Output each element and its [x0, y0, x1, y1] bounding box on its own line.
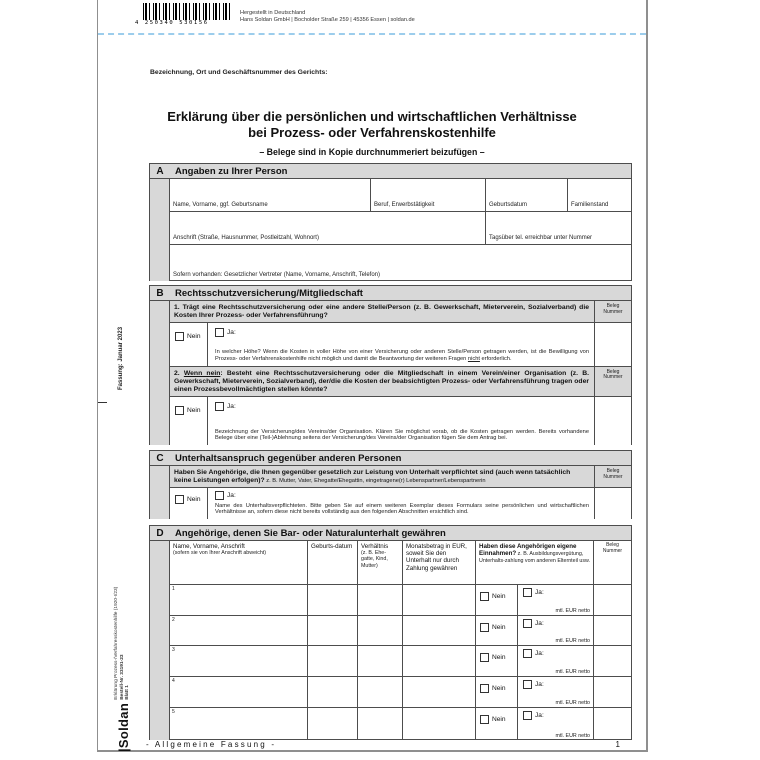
form-page [97, 0, 648, 752]
d-row-2 [170, 616, 631, 647]
court-field-label: Bezeichnung, Ort und Geschäftsnummer des Gerichts: [150, 69, 328, 76]
fold-mark [98, 402, 107, 403]
row-number: 1 [172, 585, 175, 592]
section-a-letter: A [156, 165, 164, 177]
c-question-small: z. B. Mutter, Vater, Ehegatte/Ehegattin, eingetragene(r) Lebenspartner/Lebenspartnerin [264, 478, 486, 485]
c-ja-checkbox[interactable] [215, 491, 224, 500]
d-header-einnahmen-bold: Haben diese Angehörigen eigene Einnahmen? [479, 543, 577, 558]
mtl-eur-netto-label: mtl. EUR netto [555, 669, 590, 676]
form-title-line1: Erklärung über die persönlichen und wirtschaftlichen Verhältnisse [167, 109, 577, 124]
d-row4-nein-cell [476, 677, 518, 707]
d-row3-einnahmen [476, 646, 594, 676]
b-question-2 [170, 367, 631, 397]
d-row1-einnahmen [476, 585, 594, 615]
b-q1-note-underlined: nicht [467, 355, 480, 362]
barcode-bars-icon [143, 3, 232, 20]
input-name-vorname[interactable] [170, 179, 371, 211]
input-gesetzlicher-vertreter[interactable] [170, 245, 631, 281]
b-q1-nein-label: Nein [187, 333, 201, 341]
barcode [135, 3, 232, 26]
form-subtitle: – Belege sind in Kopie durchnummeriert beizufügen – [259, 147, 485, 157]
b-q2-nein-checkbox[interactable] [175, 406, 184, 415]
c-beleg-input[interactable] [594, 488, 631, 519]
d-row2-monat-input[interactable] [403, 616, 476, 646]
margin-form-id-line1: Erklärung Prozess-/Verfahrenskostenhilfe (1920-I/23) [114, 586, 120, 700]
d-row-4 [170, 677, 631, 708]
a-row-2 [170, 212, 631, 245]
c-question-text [170, 466, 594, 487]
d-header-verh-main: Verhältnis [361, 543, 389, 550]
soldan-logo: |Soldan [116, 702, 131, 752]
section-c [149, 450, 632, 519]
section-d-letter: D [156, 527, 164, 539]
beleg-label-2: Nummer [603, 308, 623, 315]
d-header-einnahmen [476, 541, 594, 584]
ja-label: Ja: [535, 619, 544, 627]
b-q2-ja-label: Ja: [227, 402, 236, 410]
section-a-strip [150, 179, 170, 281]
d-row2-ja-cell[interactable] [518, 616, 593, 646]
section-b-title: Rechtsschutzversicherung/Mitgliedschaft [175, 287, 363, 299]
field-label-familienstand: Familienstand [571, 202, 609, 209]
section-b-header [150, 286, 631, 301]
d-row1-name-input[interactable] [170, 585, 308, 615]
d-row5-beleg-input[interactable] [594, 708, 631, 740]
d-row3-geb-input[interactable] [308, 646, 358, 676]
d-row5-ja-cell[interactable] [518, 708, 593, 740]
input-geburtsdatum[interactable] [486, 179, 568, 211]
section-b-letter: B [156, 287, 164, 299]
d-row1-ja-cell[interactable] [518, 585, 593, 615]
row-number: 5 [172, 709, 175, 716]
section-c-header [150, 451, 631, 466]
field-label-vertreter: Sofern vorhanden: Gesetzlicher Vertreter (Name, Vorname, Anschrift, Telefon) [173, 272, 380, 279]
section-a [149, 163, 632, 281]
section-c-title: Unterhaltsanspruch gegenüber anderen Personen [175, 452, 402, 464]
a-row-3 [170, 245, 631, 281]
d-row1-geb-input[interactable] [308, 585, 358, 615]
field-label-anschrift: Anschrift (Straße, Hausnummer, Postleitzahl, Wohnort) [173, 235, 319, 242]
d-header-name-small: (sofern sie von Ihrer Anschrift abweicht) [173, 550, 267, 557]
mtl-eur-netto-label: mtl. EUR netto [555, 638, 590, 645]
d-row3-nein-cell [476, 646, 518, 676]
d-row2-ja-checkbox[interactable] [523, 619, 532, 628]
d-row2-einnahmen [476, 616, 594, 646]
b-q2-underlined: Wenn nein [183, 369, 221, 377]
section-a-title: Angaben zu Ihrer Person [175, 165, 288, 177]
mtl-eur-netto-label: mtl. EUR netto [555, 700, 590, 707]
d-row4-ja-cell[interactable] [518, 677, 593, 707]
b-q2-nein-cell [170, 397, 208, 445]
d-row5-name-input[interactable] [170, 708, 308, 740]
d-row1-nein-cell [476, 585, 518, 615]
nein-label: Nein [492, 685, 506, 693]
section-d-strip [150, 541, 170, 740]
row-number: 3 [172, 647, 175, 654]
field-label-name: Name, Vorname, ggf. Geburtsname [173, 202, 268, 209]
section-d-header [150, 526, 631, 541]
ja-label: Ja: [535, 712, 544, 720]
d-row5-geb-input[interactable] [308, 708, 358, 740]
section-b [149, 285, 632, 445]
b-q1-ja-checkbox[interactable] [215, 328, 224, 337]
section-b-strip [150, 301, 170, 445]
b-question-2-text [170, 367, 594, 396]
d-header-geb-text: Geburts-datum [311, 543, 353, 550]
c-question-bold: Haben Sie Angehörige, die Ihnen gegenüber gesetzlich zur Leistung von Unterhalt verpflichtet sind (auch wenn tatsächlich keine Leistungen erfolgen)? [174, 469, 571, 485]
c-nein-label: Nein [187, 496, 201, 504]
page-number: 1 [615, 740, 620, 749]
b-q2-beleg-input[interactable] [594, 397, 631, 445]
beleg-label-1: Beleg [606, 468, 620, 474]
b-q1-beleg-header [594, 301, 631, 322]
c-ja-label: Ja: [227, 492, 236, 500]
b-q2-ja-checkbox[interactable] [215, 402, 224, 411]
ja-label: Ja: [535, 650, 544, 658]
input-beruf[interactable] [371, 179, 486, 211]
footer-version-text: - Allgemeine Fassung - [146, 740, 277, 749]
d-row5-ja-checkbox[interactable] [523, 711, 532, 720]
c-beleg-header [594, 466, 631, 487]
beleg-label-1: Beleg [606, 368, 620, 375]
b-q1-note [215, 346, 589, 362]
d-header-monatsbetrag [403, 541, 476, 584]
d-row5-nein-checkbox[interactable] [480, 715, 489, 724]
barcode-digits: 4 250340 530156 [135, 20, 209, 26]
d-row5-verh-input[interactable] [358, 708, 403, 740]
b-q1-ja-cell[interactable] [208, 323, 594, 365]
d-row4-monat-input[interactable] [403, 677, 476, 707]
nein-label: Nein [492, 592, 506, 600]
d-header-verhaeltnis [358, 541, 403, 584]
b-q1-beleg-input[interactable] [594, 323, 631, 365]
beleg-label-2: Nummer [603, 374, 623, 381]
d-row-3 [170, 646, 631, 677]
row-number: 4 [172, 678, 175, 685]
mtl-eur-netto-label: mtl. EUR netto [555, 732, 590, 739]
section-d [149, 525, 632, 740]
b-answer-1 [170, 323, 631, 366]
d-row4-ja-checkbox[interactable] [523, 680, 532, 689]
b-question-1-text: 1. Trägt eine Rechtsschutzversicherung oder eine andere Stelle/Person (z. B. Gewerkschaft, Mieterverein, Sozialverband) die Kosten Ihrer Prozess- oder Verfahrensführung? [174, 304, 589, 320]
b-question-1 [170, 301, 631, 323]
ja-label: Ja: [535, 588, 544, 596]
d-column-headers [170, 541, 631, 585]
c-nein-checkbox[interactable] [175, 495, 184, 504]
margin-fassung-text: Fassung: Januar 2023 [118, 326, 124, 390]
c-question [170, 466, 631, 488]
d-row4-name-input[interactable] [170, 677, 308, 707]
d-header-verh-small: (z. B. Ehe-gatte, Kind, Mutter) [361, 550, 388, 569]
d-row3-monat-input[interactable] [403, 646, 476, 676]
c-answer [170, 488, 631, 519]
d-row2-nein-cell [476, 616, 518, 646]
d-row1-beleg-input[interactable] [594, 585, 631, 615]
nein-label: Nein [492, 716, 506, 724]
margin-order-number: Bestell-Nr. 33191-23 [119, 654, 125, 700]
d-row4-einnahmen [476, 677, 594, 707]
d-row5-nein-cell [476, 708, 518, 740]
b-q1-ja-label: Ja: [227, 329, 236, 337]
d-row2-beleg-input[interactable] [594, 616, 631, 646]
d-header-name-main: Name, Vorname, Anschrift [173, 543, 245, 550]
d-row2-nein-checkbox[interactable] [480, 623, 489, 632]
d-row5-einnahmen [476, 708, 594, 740]
field-label-telefon: Tagsüber tel. erreichbar unter Nummer [489, 235, 593, 242]
b-q2-prefix: 2. [174, 369, 184, 377]
margin-form-id [114, 587, 131, 700]
d-row2-name-input[interactable] [170, 616, 308, 646]
row-number: 2 [172, 616, 175, 623]
d-row4-nein-checkbox[interactable] [480, 684, 489, 693]
d-header-beleg [594, 541, 631, 584]
b-q2-nein-label: Nein [187, 406, 201, 414]
beleg-label-1: Beleg [606, 303, 620, 309]
field-label-beruf: Beruf, Erwerbstätigkeit [374, 202, 435, 209]
section-a-header [150, 164, 631, 179]
d-row3-ja-checkbox[interactable] [523, 649, 532, 658]
d-row3-ja-cell[interactable] [518, 646, 593, 676]
form-title-block [98, 109, 646, 157]
d-row3-nein-checkbox[interactable] [480, 653, 489, 662]
d-row3-name-input[interactable] [170, 646, 308, 676]
margin-blatt: Blatt 1 [125, 685, 131, 700]
input-anschrift[interactable] [170, 212, 486, 244]
c-ja-cell[interactable] [208, 488, 594, 519]
b-q1-nein-cell [170, 323, 208, 365]
mtl-eur-netto-label: mtl. EUR netto [555, 607, 590, 614]
b-q2-ja-cell[interactable] [208, 397, 594, 445]
b-answer-2 [170, 397, 631, 445]
d-row4-beleg-input[interactable] [594, 677, 631, 707]
d-row1-nein-checkbox[interactable] [480, 592, 489, 601]
b-q1-note-part1: In welcher Höhe? Wenn die Kosten in voller Höhe von einer Versicherung oder anderen Stelle/Person getragen werden, ist die Bewilligung von Prozess- oder Verfahrenskostenhilfe nicht möglich und damit die Beantwortung der weiteren Fragen [215, 349, 589, 362]
d-row1-ja-checkbox[interactable] [523, 588, 532, 597]
d-row5-monat-input[interactable] [403, 708, 476, 740]
section-c-strip [150, 466, 170, 519]
b-q1-nein-checkbox[interactable] [175, 332, 184, 341]
nein-label: Nein [492, 654, 506, 662]
made-in-text: Hergestellt in Deutschland [240, 10, 306, 16]
d-header-geburtsdatum [308, 541, 358, 584]
ja-label: Ja: [535, 681, 544, 689]
form-title-line2: bei Prozess- oder Verfahrenskostenhilfe [248, 125, 496, 140]
section-d-title: Angehörige, denen Sie Bar- oder Naturalunterhalt gewähren [175, 527, 446, 539]
publisher-info [240, 10, 415, 24]
input-telefon[interactable] [486, 212, 631, 244]
d-row4-verh-input[interactable] [358, 677, 403, 707]
d-row1-verh-input[interactable] [358, 585, 403, 615]
beleg-label-2: Nummer [603, 473, 623, 480]
publisher-line: Hans Soldan GmbH | Bocholder Straße 259 | 45356 Essen | soldan.de [240, 17, 415, 23]
d-row3-beleg-input[interactable] [594, 646, 631, 676]
input-familienstand[interactable] [568, 179, 631, 211]
field-label-geburtsdatum: Geburtsdatum [489, 202, 528, 209]
d-row-1 [170, 585, 631, 616]
b-q2-note: Bezeichnung der Versicherung/des Vereins/der Organisation. Klären Sie möglichst vorab, ob die Kosten getragen werden. Bereits vorhandene Belege über eine (Teil-)Ablehnung seitens der Versicherung/des Vereins/der Organisation fügen Sie dem Antrag bei. [215, 428, 589, 442]
section-c-letter: C [156, 452, 164, 464]
d-header-einnahmen-small: z. B. Ausbildungsvergütung, Unterhalts-zahlung vom anderen Elternteil usw. [479, 551, 590, 565]
beleg-label-2: Nummer [602, 547, 623, 554]
c-note: Name des Unterhaltsverpflichteten. Bitte geben Sie auf einem weiteren Exemplar dieses Formulars seine persönlichen und wirtschaftlichen Verhältnisse an, sofern diese nicht bereits vollständig aus den folgenden Abschnitten ersichtlich sind. [215, 502, 589, 516]
d-row-5 [170, 708, 631, 740]
b-q2-rest: : Besteht eine Rechtsschutzversicherung oder die Mitgliedschaft in einem Verein/einer Organisation (z. B. Gewerkschaft, Mieterverein, Sozialverband), der/die die Kosten der beabsichtigten Prozess- oder Verfahrensführung tragen oder einen Prozessbevollmächtigten stellen könnte? [174, 369, 589, 393]
c-nein-cell [170, 488, 208, 519]
perforation-line [98, 33, 646, 35]
d-row2-verh-input[interactable] [358, 616, 403, 646]
b-q2-beleg-header [594, 367, 631, 396]
d-row4-geb-input[interactable] [308, 677, 358, 707]
a-row-1 [170, 179, 631, 212]
d-row2-geb-input[interactable] [308, 616, 358, 646]
nein-label: Nein [492, 623, 506, 631]
b-q1-note-part2: erforderlich. [479, 355, 512, 362]
beleg-label-1: Beleg [606, 542, 619, 548]
d-row3-verh-input[interactable] [358, 646, 403, 676]
d-header-monat-text: Monatsbetrag in EUR, soweit Sie den Unterhalt nur durch Zahlung gewähren [406, 543, 467, 572]
d-header-name [170, 541, 308, 584]
d-row1-monat-input[interactable] [403, 585, 476, 615]
